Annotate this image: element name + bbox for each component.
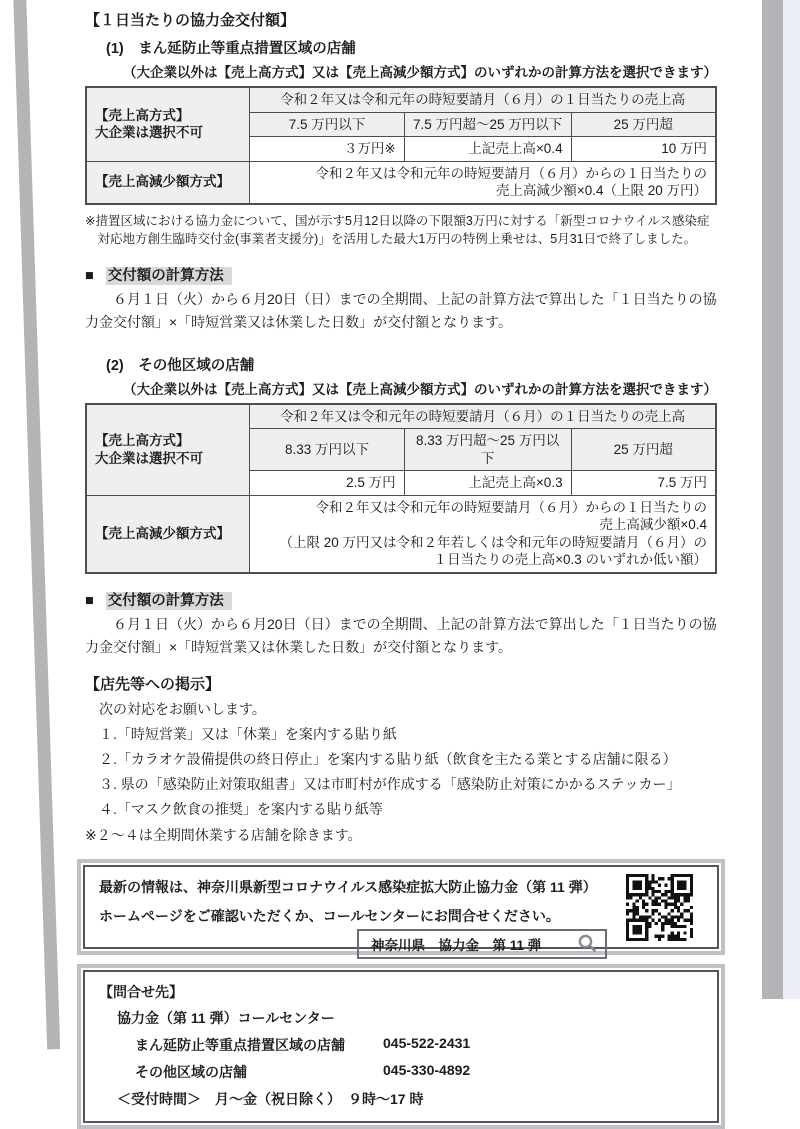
contact-phone: 045-522-2431: [383, 1034, 471, 1051]
method-decrease-line: （上限 20 万円又は令和２年若しくは令和元年の時短要請月（６月）の: [279, 534, 707, 550]
qr-code-icon: [626, 874, 693, 941]
viewer-margin: [783, 0, 800, 999]
amount-cell: 10 万円: [571, 137, 716, 162]
info-line-2: ホームページをご確認いただくか、コールセンターにお問合せください。: [99, 907, 560, 924]
calc-method-heading-2: [85, 589, 717, 610]
amount-cell: 7.5 万円: [571, 471, 716, 496]
method-sales-label: 【売上高方式】: [95, 433, 190, 449]
tier-cell: 8.33 万円超～25 万円以下: [404, 429, 571, 471]
method-sales-label: 【売上高方式】: [95, 107, 190, 123]
sales-header-cell: 令和２年又は令和元年の時短要請月（６月）の１日当たりの売上高: [250, 404, 716, 429]
page-edge-right: [762, 0, 783, 999]
calc-method-heading-1: [85, 264, 717, 285]
method-decrease-label: 【売上高減少額方式】: [86, 495, 250, 573]
calc-method-body-1: ６月１日（火）から６月20日（日）までの全期間、上記の計算方法で算出した「１日当たりの協力金交付額」×「時短営業又は休業した日数」が交付額となります。: [85, 291, 717, 330]
info-box: [77, 859, 725, 955]
calc-method-title: 交付額の計算方法: [106, 267, 232, 285]
tier-cell: 25 万円超: [571, 112, 716, 137]
posting-intro: 次の対応をお願いします。: [99, 701, 266, 718]
method-sales-cell: [86, 404, 250, 496]
amount-cell: 上記売上高×0.4: [404, 137, 571, 162]
posting-item: ４.「マスク飲食の推奨」を案内する貼り紙等: [99, 800, 383, 817]
contact-hours: ＜受付時間＞ 月～金（祝日除く） ９時～17 時: [117, 1090, 424, 1107]
square-bullet-icon: ■: [85, 592, 94, 609]
method-decrease-line: １日当たりの売上高×0.3 のいずれか低い額）: [433, 552, 707, 568]
method-sales-cell: [86, 87, 250, 161]
method-decrease-line: 売上高減少額×0.4: [599, 517, 707, 533]
contact-phone: 045-330-4892: [383, 1061, 471, 1078]
method-decrease-line: 売上高減少額×0.4（上限 20 万円）: [495, 183, 707, 199]
calc-method-body-2: ６月１日（火）から６月20日（日）までの全期間、上記の計算方法で算出した「１日当たりの協力金交付額」×「時短営業又は休業した日数」が交付額となります。: [85, 615, 717, 655]
contact-area-label: まん延防止等重点措置区域の店舗: [135, 1036, 345, 1053]
contact-heading: 【問合せ先】: [99, 983, 183, 1000]
document-content: [85, 0, 717, 1129]
posting-item: ２.「カラオケ設備提供の終日停止」を案内する貼り紙（飲食を主たる業とする店舗に限る）: [99, 751, 677, 768]
page-title: 【１日当たりの協力金交付額】: [85, 12, 296, 29]
contact-box: [77, 964, 725, 1129]
contact-area-label: その他区域の店舗: [135, 1063, 247, 1080]
sales-header-cell: 令和２年又は令和元年の時短要請月（６月）の１日当たりの売上高: [250, 87, 716, 112]
table-1-footnote: ※措置区域における協力金について、国が示す5月12日以降の下限額3万円に対する「新型コロナウイルス感染症対応地方創生臨時交付金(事業者支援分)」を活用した最大1万円の特例上乗せは、5月31日で終了しました。: [85, 213, 710, 247]
search-icon: [577, 933, 597, 956]
tier-cell: 25 万円超: [571, 429, 716, 471]
method-decrease-cell: [250, 161, 716, 204]
contact-callcenter: 協力金（第 11 弾）コールセンター: [117, 1009, 335, 1026]
page-edge-left: [13, 0, 60, 1049]
tier-cell: 7.5 万円超～25 万円以下: [404, 112, 571, 137]
tier-cell: 8.33 万円以下: [250, 429, 404, 471]
section-2-condition: （大企業以外は【売上高方式】又は【売上高減少額方式】のいずれかの計算方法を選択できます）: [123, 381, 717, 397]
posting-note: ※２～４は全期間休業する店舗を除きます。: [85, 826, 362, 843]
method-decrease-line: 令和２年又は令和元年の時短要請月（６月）からの１日当たりの: [315, 165, 707, 181]
posting-item: ３. 県の「感染防止対策取組書」又は市町村が作成する「感染防止対策にかかるステッカー」: [99, 775, 681, 792]
tier-cell: 7.5 万円以下: [250, 112, 404, 137]
contact-row: [135, 1062, 703, 1082]
posting-heading: 【店先等への掲示】: [85, 676, 221, 694]
method-decrease-line: 令和２年又は令和元年の時短要請月（６月）からの１日当たりの: [315, 499, 707, 515]
section-1-heading: (1) まん延防止等重点措置区域の店舗: [106, 41, 356, 57]
amount-cell: ３万円※: [250, 137, 404, 162]
calc-method-title: 交付額の計算方法: [106, 592, 232, 610]
square-bullet-icon: ■: [85, 268, 94, 285]
posting-item: １.「時短営業」又は「休業」を案内する貼り紙: [99, 726, 397, 743]
rate-table-2: [85, 403, 717, 574]
method-sales-note: 大企業は選択不可: [95, 125, 203, 141]
search-keyword-box: [357, 929, 607, 959]
search-keywords: 神奈川県 協力金 第 11 弾: [371, 938, 542, 954]
method-decrease-label: 【売上高減少額方式】: [86, 161, 250, 204]
method-sales-note: 大企業は選択不可: [95, 450, 203, 466]
section-1-condition: （大企業以外は【売上高方式】又は【売上高減少額方式】のいずれかの計算方法を選択できます）: [123, 65, 717, 80]
section-2-heading: (2) その他区域の店舗: [106, 357, 255, 374]
amount-cell: 2.5 万円: [250, 471, 404, 496]
amount-cell: 上記売上高×0.3: [404, 471, 571, 496]
info-line-1: 最新の情報は、神奈川県新型コロナウイルス感染症拡大防止協力金（第 11 弾）: [99, 878, 597, 895]
contact-row: [135, 1035, 703, 1055]
rate-table-1: [85, 86, 717, 205]
method-decrease-cell: [250, 495, 716, 573]
